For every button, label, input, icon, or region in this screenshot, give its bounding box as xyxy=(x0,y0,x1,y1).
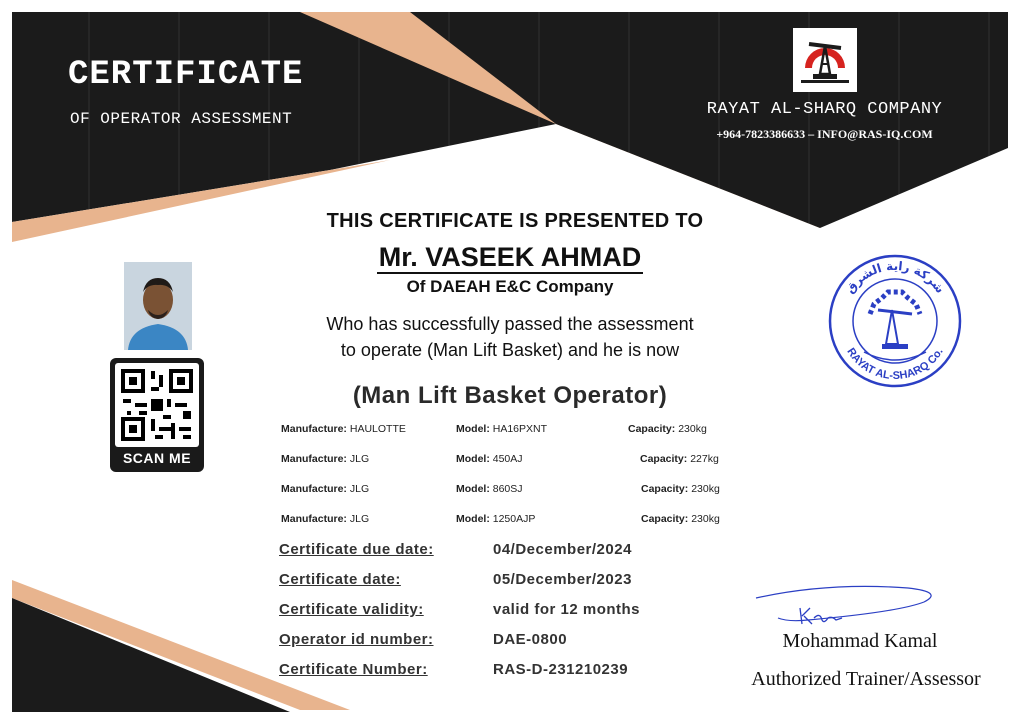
capacity-value: 230kg xyxy=(691,483,720,495)
qr-code-badge[interactable] xyxy=(110,358,204,472)
capacity-label: Capacity: xyxy=(641,483,689,495)
capacity-label: Capacity: xyxy=(628,423,676,435)
person-silhouette-icon xyxy=(124,262,192,350)
recipient-name xyxy=(300,242,720,273)
operator-role: (Man Lift Basket Operator) xyxy=(352,382,668,409)
model-value: 860SJ xyxy=(492,483,523,495)
recipient-name-text: Mr. VASEEK AHMAD xyxy=(378,242,642,272)
bottom-left-black-shape xyxy=(12,598,290,712)
operator-id-value: DAE-0800 xyxy=(493,631,568,648)
presented-to-heading: THIS CERTIFICATE IS PRESENTED TO xyxy=(326,210,704,232)
capacity-label: Capacity: xyxy=(640,453,688,465)
company-logo xyxy=(793,28,857,92)
operator-id-label: Operator id number: xyxy=(279,631,434,648)
capacity-value: 230kg xyxy=(678,423,707,435)
manufacture-field xyxy=(281,453,369,465)
model-value: 1250AJP xyxy=(492,513,536,525)
model-label: Model: xyxy=(456,423,490,435)
manufacture-label: Manufacture: xyxy=(281,483,347,495)
model-field xyxy=(456,453,523,465)
manufacture-label: Manufacture: xyxy=(281,453,347,465)
recipient-company: Of DAEAH E&C Company xyxy=(406,277,614,296)
manufacture-label: Manufacture: xyxy=(281,423,347,435)
stamp-english-text: RAYAT AL-SHARQ Co. xyxy=(844,345,946,383)
capacity-value: 230kg xyxy=(691,513,720,525)
assessment-line-1: Who has successfully passed the assessment xyxy=(326,314,694,334)
manufacture-value: JLG xyxy=(349,453,370,465)
model-field xyxy=(456,483,523,495)
assessment-line-2: to operate (Man Lift Basket) and he is now xyxy=(340,340,680,360)
model-label: Model: xyxy=(456,513,490,525)
stamp-arabic-text: شركة راية الشرق xyxy=(842,258,948,296)
manufacture-field xyxy=(281,423,406,435)
certificate-date-value: 05/December/2023 xyxy=(493,571,632,588)
company-contact: +964-7823386633 – INFO@RAS-IQ.COM xyxy=(716,127,933,141)
model-label: Model: xyxy=(456,483,490,495)
capacity-field xyxy=(640,453,719,465)
model-field xyxy=(456,513,535,525)
certificate-number-label: Certificate Number: xyxy=(279,661,428,678)
company-name: RAYAT AL-SHARQ COMPANY xyxy=(706,100,943,119)
handwritten-signature xyxy=(748,580,948,632)
certificate-date-label: Certificate date: xyxy=(279,571,401,588)
model-field xyxy=(456,423,547,435)
manufacture-value: JLG xyxy=(349,513,370,525)
manufacture-value: JLG xyxy=(349,483,370,495)
model-label: Model: xyxy=(456,453,490,465)
certificate-subtitle: OF OPERATOR ASSESSMENT xyxy=(70,110,293,128)
capacity-label: Capacity: xyxy=(641,513,689,525)
manufacture-field xyxy=(281,513,369,525)
capacity-field xyxy=(641,483,720,495)
company-stamp xyxy=(826,252,964,390)
model-value: HA16PXNT xyxy=(492,423,548,435)
validity-label: Certificate validity: xyxy=(279,601,424,618)
manufacture-value: HAULOTTE xyxy=(349,423,406,435)
due-date-label: Certificate due date: xyxy=(279,541,434,558)
capacity-field xyxy=(628,423,707,435)
manufacture-field xyxy=(281,483,369,495)
due-date-value: 04/December/2024 xyxy=(493,541,632,558)
scan-me-label: SCAN ME xyxy=(122,450,192,466)
qr-code-icon xyxy=(115,363,199,447)
capacity-value: 227kg xyxy=(690,453,719,465)
operator-photo xyxy=(124,262,192,350)
signatory-title: Authorized Trainer/Assessor xyxy=(751,668,981,690)
certificate-number-value: RAS-D-231210239 xyxy=(493,661,629,678)
capacity-field xyxy=(641,513,720,525)
model-value: 450AJ xyxy=(492,453,523,465)
certificate-title: CERTIFICATE xyxy=(68,56,304,94)
validity-value: valid for 12 months xyxy=(493,601,641,618)
signatory-name: Mohammad Kamal xyxy=(782,630,938,652)
manufacture-label: Manufacture: xyxy=(281,513,347,525)
